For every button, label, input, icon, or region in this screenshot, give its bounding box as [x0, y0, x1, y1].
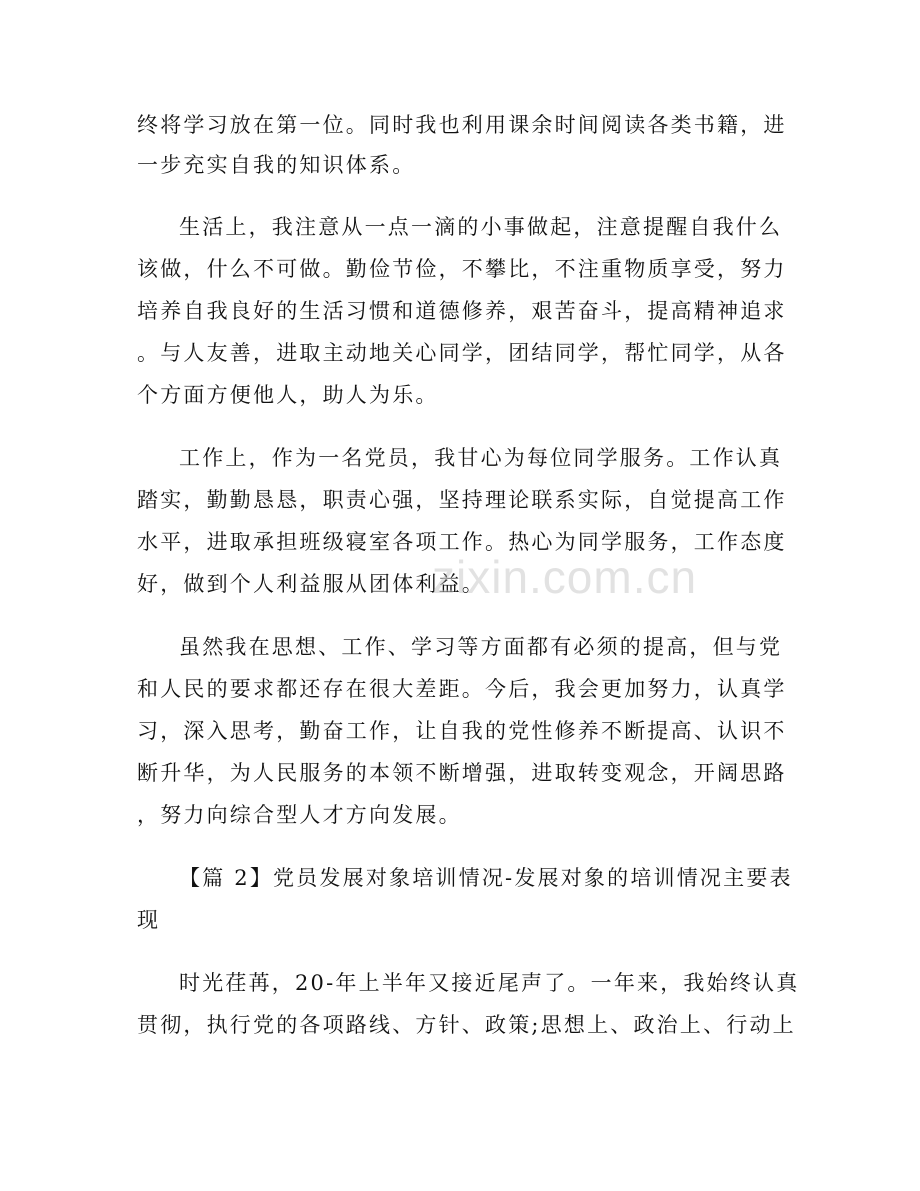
text-line: ，努力向综合型人才方向发展。 [137, 803, 462, 827]
section-heading: 【篇 2】党员发展对象培训情况-发展对象的培训情况主要表 [179, 866, 793, 890]
text-line: 贯彻，执行党的各项路线、方针、政策;思想上、政治上、行动上 [137, 1013, 796, 1037]
text-line: 个方面方便他人，助人为乐。 [137, 383, 439, 407]
text-line: 工作上，作为一名党员，我甘心为每位同学服务。工作认真 [179, 446, 783, 470]
text-line: 该做，什么不可做。勤俭节俭，不攀比，不注重物质享受，努力 [137, 257, 787, 281]
text-line: 踏实，勤勤恳恳，职责心强，坚持理论联系实际，自觉提高工作 [137, 488, 787, 512]
text-line: 时光荏苒，20-年上半年又接近尾声了。一年来，我始终认真 [179, 971, 800, 995]
text-line: 水平，进取承担班级寝室各项工作。热心为同学服务，工作态度 [137, 530, 787, 554]
text-line: 断升华，为人民服务的本领不断增强，进取转变观念，开阔思路 [137, 761, 787, 785]
text-line: 好，做到个人利益服从团体利益。 [137, 572, 485, 596]
text-line: 培养自我良好的生活习惯和道德修养，艰苦奋斗，提高精神追求 [137, 299, 787, 323]
watermark: zixin.com.cn [432, 551, 698, 603]
text-line: 一步充实自我的知识体系。 [137, 153, 416, 177]
text-line: 。与人友善，进取主动地关心同学，团结同学，帮忙同学，从各 [137, 341, 787, 365]
section-heading-continuation: 现 [137, 908, 161, 932]
text-line: 虽然我在思想、工作、学习等方面都有必须的提高，但与党 [179, 635, 783, 659]
text-line: 生活上，我注意从一点一滴的小事做起，注意提醒自我什么 [179, 215, 783, 239]
text-line: 习，深入思考，勤奋工作，让自我的党性修养不断提高、认识不 [137, 719, 787, 743]
text-line: 和人民的要求都还存在很大差距。今后，我会更加努力，认真学 [137, 677, 787, 701]
text-line: 终将学习放在第一位。同时我也利用课余时间阅读各类书籍，进 [137, 113, 787, 137]
